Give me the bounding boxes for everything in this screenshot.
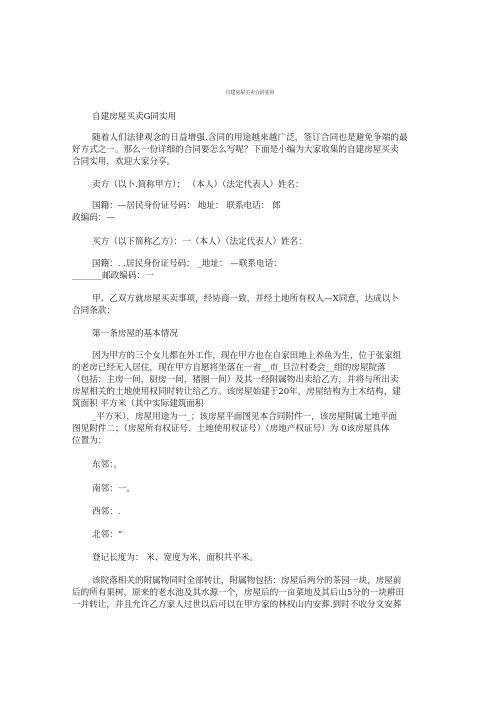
intro-line-2: 好方式之一。那么一份详细的合同要怎么写呢？下面是小编为大家收集的自建房屋买卖 bbox=[72, 145, 399, 155]
intro-line-3: 合同实用，欢迎大家分享。 bbox=[72, 157, 176, 167]
appurtenance-line-3: 一并转让，并且允许乙方家人过世以后可以在甲方家的林权山内安葬.到时不收分文安葬 bbox=[72, 600, 402, 610]
east-neighbor-line: 东邻：。 bbox=[92, 460, 123, 470]
west-neighbor-line: 西邻：. bbox=[92, 507, 121, 517]
dimensions-line: 登记长度为： 米、宽度为米，面积共平米。 bbox=[92, 553, 259, 563]
appurtenance-line-1: 该院落相关的附属物同时全部转让，附属物包括：房屋后两分的茶园一块，房屋前 bbox=[92, 576, 402, 586]
north-neighbor-line: 北邻：“ bbox=[92, 530, 123, 540]
seller-line: 卖方（以卜.简称甲方）： （本人）（法定代表人）姓名： bbox=[92, 180, 304, 190]
seller-postcode-line: 政编码：— bbox=[72, 213, 115, 223]
agreement-line-1: 甲、乙双方就房屋买卖事项，经协商一致，并经土地所有权人—X同意，达成以卜 bbox=[92, 294, 399, 304]
agreement-line-2: 合同条款： bbox=[72, 306, 115, 316]
buyer-line: 买方（以下简称乙方）：一（本人）（法定代表人）姓名： bbox=[92, 237, 307, 247]
article-1-line-3: （包括：主房一间，厨房一间，猪圈一间）及其一经附属物出卖给乙方，并将与所出卖 bbox=[72, 375, 399, 385]
article-1-line-2: 的老房已经无人居住，现在甲方自愿将坐落在一省__市_旦泣村委会__组的房屋院落 bbox=[72, 363, 386, 373]
article-1-line-5: 筑面积 平方米（其中实际建筑面积 bbox=[72, 399, 204, 409]
article-1-line-1: 因为甲方的三个女儿都在外工作，现在甲方也在自家田地上养鱼为生，位于张家组 bbox=[92, 351, 402, 361]
article-1-heading: 第一条房屋的基本情况 bbox=[92, 329, 178, 339]
article-1-line-8: 位置为： bbox=[72, 436, 107, 446]
buyer-id-line: 国籍：. .居民身份证号码： _地址： —联系电话： bbox=[92, 259, 282, 269]
subtitle-line: 自建房屋买卖G同实用 bbox=[92, 112, 177, 122]
buyer-postcode-line: _______邮政编码：一 bbox=[72, 271, 154, 281]
appurtenance-line-2: 后的所有果树，原来的老水池及其水源一个，房屋后的一亩菜地及其后山5分的一块耕田 bbox=[72, 588, 405, 598]
article-1-line-7: 图见附件二；（房屋所有权证号、土地使用权证号）（房地产权证号）为 0该房屋具体 bbox=[72, 424, 390, 434]
south-neighbor-line: 南邻：一。 bbox=[92, 484, 135, 494]
document-title: 自建房屋买卖合同实用 bbox=[225, 90, 275, 96]
article-1-line-6: _平方米），房屋用途为一_；该房屋平面图见本合同附件一，该房屋附属土地平面 bbox=[92, 412, 398, 422]
seller-id-line: 国籍：—居民身份证号码： 地址： 联系电话： 郎 bbox=[92, 201, 281, 211]
article-1-line-4: 房屋相关的土地使用权同时转让给乙方。该房屋始建于20年，房屋结构为土木结构，建 bbox=[72, 387, 401, 397]
intro-line-1: 随着人们法律观念的日益增强.含同的用途越来越广泛，签订合同也是避免争端的最 bbox=[92, 133, 408, 143]
